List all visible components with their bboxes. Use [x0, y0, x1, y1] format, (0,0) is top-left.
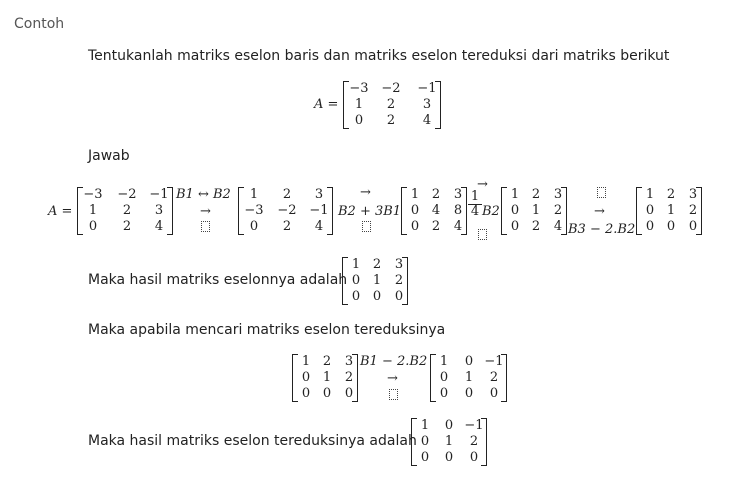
- matrix-cell: −3: [83, 187, 103, 202]
- matrix-cell: 0: [344, 386, 354, 401]
- matrix-cell: 1: [354, 97, 364, 112]
- matrix-cell: 2: [489, 370, 499, 385]
- matrix-cell: 1: [249, 187, 259, 202]
- matrix-cell: 0: [249, 219, 259, 234]
- matrix-cell: 0: [301, 370, 311, 385]
- matrix-cell: 0: [666, 219, 676, 234]
- matrix-cell: −2: [381, 81, 401, 96]
- matrix-cell: 2: [431, 187, 441, 202]
- matrix-cell: 3: [314, 187, 324, 202]
- section-label: Contoh: [14, 16, 65, 32]
- matrix-cell: 1: [410, 187, 420, 202]
- matrix-cell: 2: [394, 273, 404, 288]
- matrix-cell: 0: [510, 219, 520, 234]
- matrix-cell: 2: [531, 219, 541, 234]
- reduce-to-matrix: [430, 354, 507, 402]
- reduced-result-text: Maka hasil matriks eselon tereduksinya adalah: [88, 433, 417, 449]
- right-bracket: [167, 187, 173, 235]
- fraction-denominator: 4: [470, 204, 480, 219]
- op-swap-rows: B1 ↔ B2: [176, 187, 231, 202]
- matrix-cell: 0: [410, 203, 420, 218]
- right-bracket: [352, 354, 358, 402]
- matrix-cell: 4: [154, 219, 164, 234]
- arrow-2: →: [360, 185, 371, 200]
- matrix-cell: 1: [510, 187, 520, 202]
- fraction-numerator: 1: [468, 190, 482, 205]
- right-bracket: [461, 187, 467, 235]
- matrix-cell: 0: [420, 434, 430, 449]
- matrix-cell: 3: [553, 187, 563, 202]
- matrix-cell: −3: [244, 203, 264, 218]
- matrix-cell: 3: [453, 187, 463, 202]
- arrow-4: →: [594, 204, 605, 219]
- matrix-cell: 1: [439, 354, 449, 369]
- matrix-cell: 0: [394, 289, 404, 304]
- step1-matrix: [238, 187, 333, 235]
- matrix-cell: 0: [351, 273, 361, 288]
- arrow-1: →: [200, 204, 211, 219]
- matrix-cell: 1: [322, 370, 332, 385]
- placeholder-box-icon: [201, 221, 210, 232]
- matrix-cell: −1: [464, 418, 484, 433]
- matrix-cell: 2: [282, 187, 292, 202]
- matrix-cell: 0: [439, 370, 449, 385]
- matrix-cell: 2: [344, 370, 354, 385]
- matrix-cell: 0: [444, 418, 454, 433]
- matrix-cell: 1: [372, 273, 382, 288]
- matrix-cell: 4: [453, 219, 463, 234]
- matrix-cell: 1: [301, 354, 311, 369]
- reduced-echelon-matrix: [411, 418, 487, 466]
- op-scale-row: B2: [482, 204, 500, 219]
- matrix-cell: 2: [431, 219, 441, 234]
- matrix-cell: 2: [469, 434, 479, 449]
- matrix-cell: 0: [372, 289, 382, 304]
- matrix-cell: 4: [422, 113, 432, 128]
- reduce-from-matrix: [292, 354, 358, 402]
- right-bracket: [561, 187, 567, 235]
- matrix-cell: 0: [420, 450, 430, 465]
- right-bracket: [402, 257, 408, 305]
- matrix-cell: 2: [553, 203, 563, 218]
- problem-statement: Tentukanlah matriks eselon baris dan matriks eselon tereduksi dari matriks berikut: [88, 48, 670, 64]
- matrix-cell: 2: [386, 97, 396, 112]
- chain-a-label: A =: [48, 204, 73, 219]
- echelon-result-text: Maka hasil matriks eselonnya adalah: [88, 272, 348, 288]
- echelon-matrix: [342, 257, 408, 305]
- matrix-cell: 0: [322, 386, 332, 401]
- matrix-cell: 2: [122, 203, 132, 218]
- matrix-cell: 1: [444, 434, 454, 449]
- matrix-cell: 1: [351, 257, 361, 272]
- matrix-cell: 3: [688, 187, 698, 202]
- matrix-cell: 1: [645, 187, 655, 202]
- matrix-cell: 0: [469, 450, 479, 465]
- matrix-cell: 2: [666, 187, 676, 202]
- matrix-cell: −2: [117, 187, 137, 202]
- arrow-5: →: [387, 371, 398, 386]
- op-subtract-rows: B3 − 2.B2: [568, 222, 636, 237]
- matrix-cell: 2: [531, 187, 541, 202]
- matrix-cell: 0: [88, 219, 98, 234]
- matrix-cell: 0: [645, 203, 655, 218]
- matrix-cell: 4: [431, 203, 441, 218]
- arrow-3: →: [477, 177, 488, 192]
- placeholder-box-icon: [597, 187, 606, 198]
- matrix-cell: 4: [314, 219, 324, 234]
- matrix-cell: 2: [372, 257, 382, 272]
- scale-fraction: [468, 190, 482, 219]
- matrix-cell: 1: [88, 203, 98, 218]
- matrix-cell: 2: [282, 219, 292, 234]
- matrix-cell: 0: [439, 386, 449, 401]
- matrix-cell: 0: [354, 113, 364, 128]
- right-bracket: [435, 81, 441, 129]
- matrix-cell: 2: [122, 219, 132, 234]
- chain-matrix-a: [77, 187, 173, 235]
- matrix-cell: 1: [420, 418, 430, 433]
- placeholder-box-icon: [478, 229, 487, 240]
- matrix-cell: 0: [444, 450, 454, 465]
- matrix-cell: 3: [394, 257, 404, 272]
- matrix-cell: 0: [464, 354, 474, 369]
- matrix-cell: −1: [149, 187, 169, 202]
- matrix-cell: −1: [309, 203, 329, 218]
- matrix-cell: 0: [510, 203, 520, 218]
- matrix-cell: 0: [688, 219, 698, 234]
- matrix-cell: −3: [349, 81, 369, 96]
- matrix-cell: 8: [453, 203, 463, 218]
- matrix-cell: −2: [277, 203, 297, 218]
- right-bracket: [696, 187, 702, 235]
- matrix-cell: −1: [417, 81, 437, 96]
- placeholder-box-icon: [362, 221, 371, 232]
- matrix-cell: 0: [301, 386, 311, 401]
- matrix-cell: 2: [322, 354, 332, 369]
- right-bracket: [481, 418, 487, 466]
- answer-label: Jawab: [88, 148, 130, 164]
- matrix-cell: 1: [464, 370, 474, 385]
- matrix-a-label: A =: [314, 97, 339, 112]
- op-reduce-rows: B1 − 2.B2: [360, 354, 428, 369]
- matrix-a: [343, 81, 441, 129]
- matrix-cell: 3: [344, 354, 354, 369]
- matrix-cell: 3: [422, 97, 432, 112]
- op-add-rows: B2 + 3B1: [338, 204, 402, 219]
- matrix-cell: 0: [464, 386, 474, 401]
- reduced-intro-text: Maka apabila mencari matriks eselon tereduksinya: [88, 322, 446, 338]
- step4-matrix: [636, 187, 702, 235]
- matrix-cell: 0: [410, 219, 420, 234]
- matrix-cell: 0: [645, 219, 655, 234]
- placeholder-box-icon: [389, 389, 398, 400]
- matrix-cell: 1: [531, 203, 541, 218]
- matrix-cell: 0: [489, 386, 499, 401]
- matrix-cell: 4: [553, 219, 563, 234]
- matrix-cell: 3: [154, 203, 164, 218]
- matrix-cell: 1: [666, 203, 676, 218]
- matrix-cell: 2: [688, 203, 698, 218]
- right-bracket: [327, 187, 333, 235]
- matrix-cell: −1: [484, 354, 504, 369]
- matrix-cell: 2: [386, 113, 396, 128]
- step2-matrix: [401, 187, 467, 235]
- step3-matrix: [501, 187, 567, 235]
- matrix-cell: 0: [351, 289, 361, 304]
- right-bracket: [501, 354, 507, 402]
